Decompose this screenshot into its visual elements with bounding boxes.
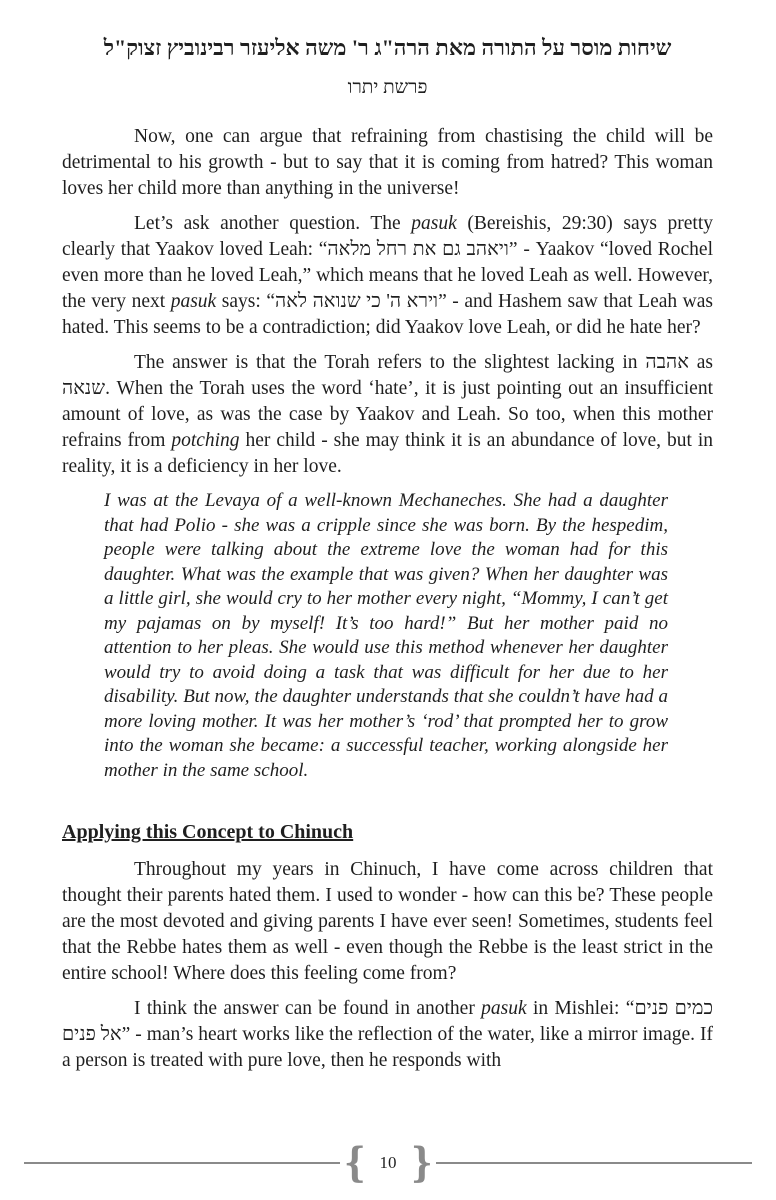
- footer-rule-left: [24, 1162, 340, 1164]
- text-run: ” - and Hashem saw that Leah was hated. This seems to be a contradiction; did Yaakov love Leah, or did he hate her?: [62, 291, 714, 338]
- italic-term: pasuk: [411, 213, 457, 234]
- body-paragraph: [62, 350, 713, 480]
- text-run: I think the answer can be found in another: [134, 998, 482, 1019]
- body-paragraph: [62, 996, 713, 1074]
- page-number-bracket-right-icon: }: [410, 1139, 433, 1186]
- text-run: in Mishlei: “: [526, 998, 635, 1019]
- hebrew-phrase: וירא ה' כי שנואה לאה: [274, 291, 439, 312]
- body-paragraph: [62, 857, 713, 987]
- footer-rule-right: [436, 1162, 752, 1164]
- hebrew-phrase: כמים פנים אל פנים: [62, 998, 714, 1045]
- page-footer: [24, 1140, 752, 1186]
- italic-term: pasuk: [481, 998, 527, 1019]
- text-run: her child - she may think it is an abundance of love, but in reality, it is a deficiency in her love.: [62, 430, 713, 477]
- text-run: Throughout my years in Chinuch, I have come across children that thought their parents hated them. I used to wonder - how can this be? These people are the most devoted and giving parents I have ever seen! Sometimes, students feel that the Rebbe hates them as well - even though the Rebbe is the least strict in the entire school! Where does this feeling come from?: [62, 859, 713, 984]
- text-run: ” - man’s heart works like the reflection of the water, like a mirror image. If a person is treated with pure love, then he responds with: [62, 1024, 713, 1071]
- page-number-bracket-left-icon: {: [343, 1139, 366, 1186]
- text-run: Now, one can argue that refraining from chastising the child will be detrimental to his growth - but to say that it is coming from hatred? This woman loves her child more than anything in the universe!: [62, 126, 713, 199]
- text-run: . When the Torah uses the word ‘hate’, it is just pointing out an insufficient amount of love, as was the case by Yaakov and Leah. So too, when this mother refrains from: [62, 378, 713, 451]
- page-number: 10: [379, 1153, 397, 1172]
- story-blockquote: [104, 489, 668, 783]
- hebrew-subtitle: פרשת יתרו: [347, 77, 428, 98]
- hebrew-phrase: שנאה: [62, 378, 106, 399]
- text-run: Let’s ask another question. The: [134, 213, 412, 234]
- italic-term: pasuk: [170, 291, 217, 312]
- text-run: as: [688, 352, 713, 373]
- body-paragraph: [62, 124, 713, 202]
- text-run: ” - Yaakov “loved Rochel even more than he loved Leah,” which means that he loved Leah as well. However, the very next: [62, 239, 713, 312]
- text-run: I was at the Levaya of a well-known Mechaneches. She had a daughter that had Polio - she was a cripple since she was born. By the hespedim, people were talking about the extreme love the woman had for this daughter. What was the example that was given? When her daughter was a little girl, she would cry to her mother every night, “Mommy, I can’t get my pajamas on by myself! It’s too hard!” But her mother paid no attention to her pleas. She would use this method whenever her daughter would try to avoid doing a task that was difficult for her due to her disability. But now, the daughter understands that she couldn’t have had a more loving mother. It was her mother’s ‘rod’ that prompted her to grow into the woman she became: a successful teacher, working alongside her mother in the same school.: [104, 490, 668, 781]
- section-heading: Applying this Concept to Chinuch: [62, 821, 354, 843]
- hebrew-title: שיחות מוסר על התורה מאת הרה"ג ר' משה אליעזר רבינוביץ זצוק"ל: [103, 35, 672, 60]
- hebrew-phrase: ויאהב גם את רחל מלאה: [327, 239, 509, 260]
- italic-term: potching: [171, 430, 240, 451]
- body-paragraph: [62, 211, 713, 341]
- document-content: [62, 34, 713, 1074]
- hebrew-phrase: אהבה: [645, 352, 689, 373]
- text-run: (Bereishis, 29:30) says pretty clearly that Yaakov loved Leah: “: [62, 213, 713, 260]
- text-run: says: “: [216, 291, 275, 312]
- text-run: The answer is that the Torah refers to the slightest lacking in: [134, 352, 646, 373]
